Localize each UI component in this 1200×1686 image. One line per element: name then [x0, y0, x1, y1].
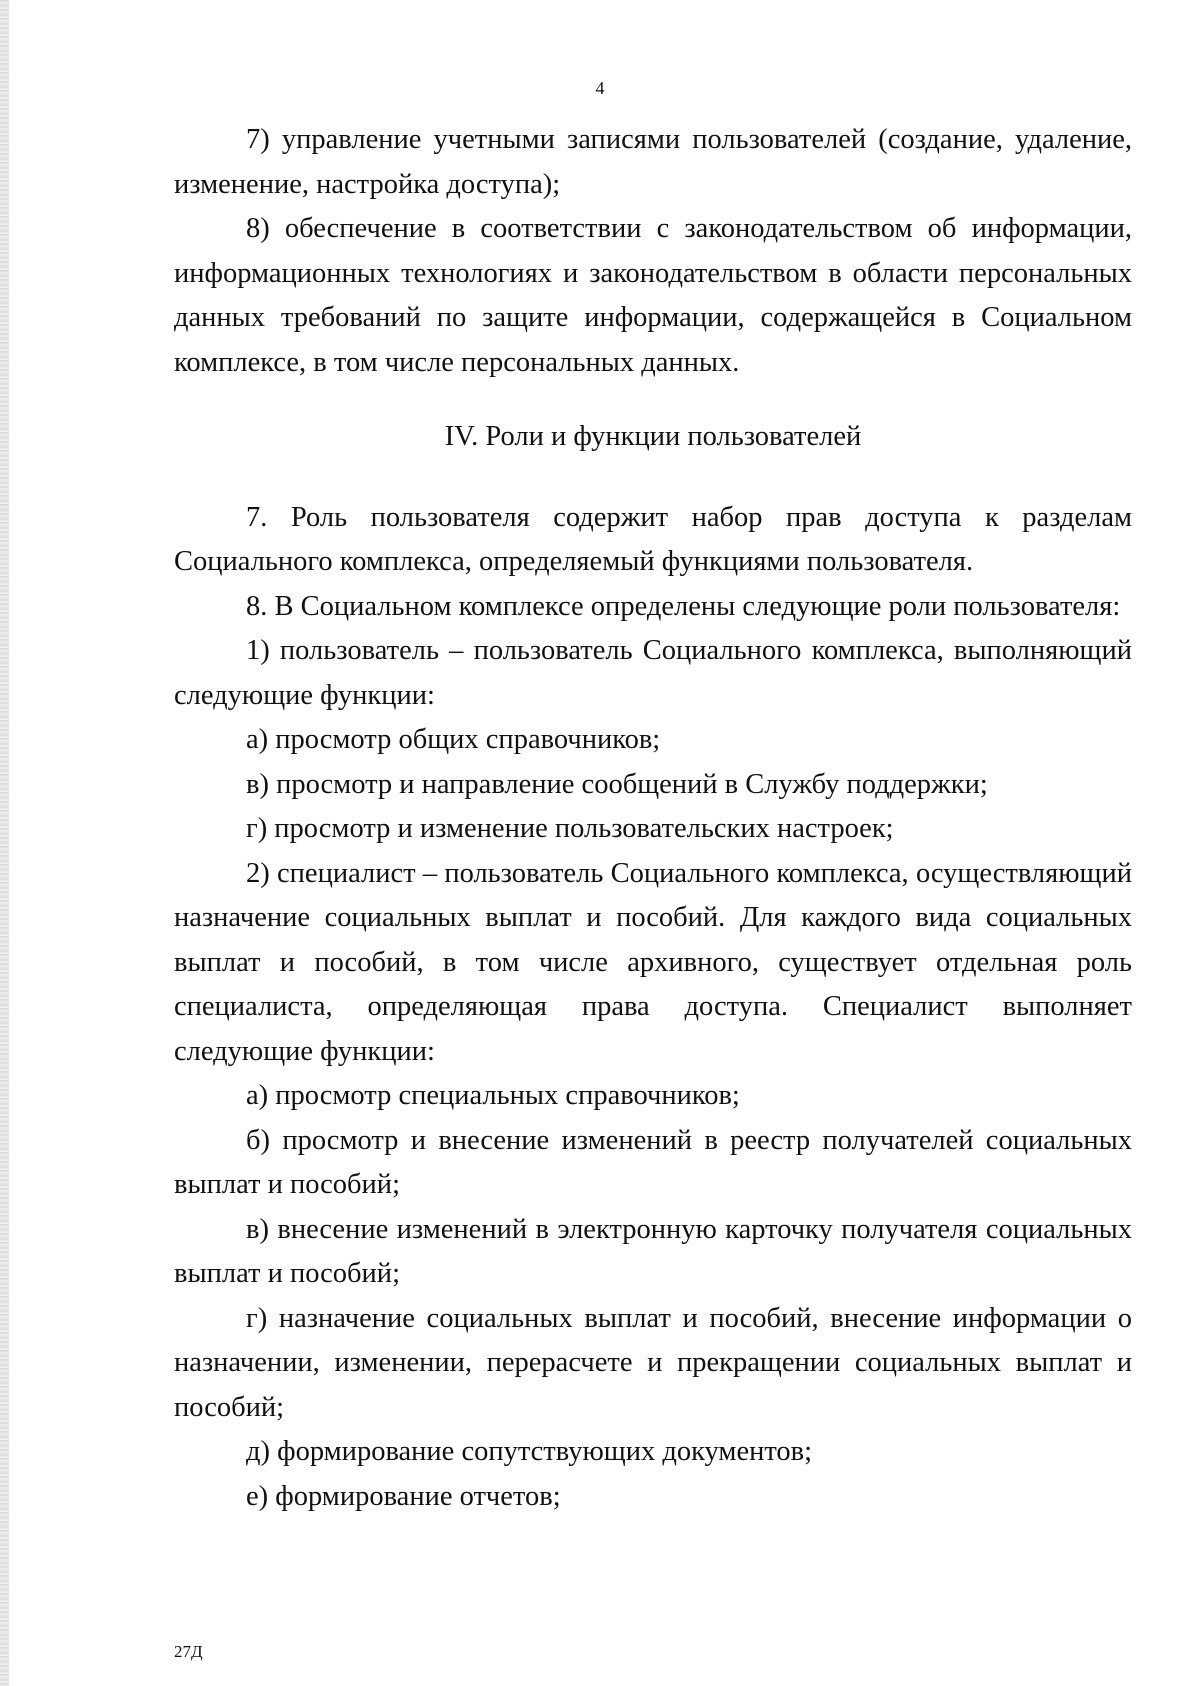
- page-number: 4: [595, 78, 605, 98]
- list-item-specialist-d: д) формирование сопутствующих документов;: [246, 1436, 813, 1467]
- list-item-specialist-b: б) просмотр и внесение изменений в реестр получателей социальных выплат и пособий;: [174, 1124, 1132, 1200]
- list-item-user-g: г) просмотр и изменение пользовательских настроек;: [246, 813, 894, 844]
- paragraph-role-user: 1) пользователь – пользователь Социального комплекса, выполняющий следующие функции:: [174, 635, 1132, 711]
- paragraph-item-8-security: 8) обеспечение в соответствии с законодательством об информации, информационных технологиях и законодательством в области персональных данных требований по защите информации, содержащейся в Социальном комплексе, в том числе персональных данных.: [174, 213, 1132, 378]
- list-item-specialist-a: а) просмотр специальных справочников;: [246, 1080, 740, 1111]
- section-heading: IV. Роли и функции пользователей: [444, 421, 862, 452]
- paragraph-role-specialist: 2) специалист – пользователь Социального комплекса, осуществляющий назначение социальных выплат и пособий. Для каждого вида социальных выплат и пособий, в том числе архивного, существует отдельная роль специалиста, определяющая права доступа. Специалист выполняет следующие функции:: [174, 857, 1132, 1067]
- footer-document-code: 27Д: [174, 1642, 203, 1661]
- paragraph-clause-7: 7. Роль пользователя содержит набор прав доступа к разделам Социального комплекса, определяемый функциями пользователя.: [174, 501, 1132, 577]
- document-body: [174, 118, 1132, 1519]
- list-item-specialist-g: г) назначение социальных выплат и пособий, внесение информации о назначении, изменении, перерасчете и прекращении социальных выплат и пособий;: [174, 1302, 1132, 1423]
- list-item-user-a: а) просмотр общих справочников;: [246, 724, 661, 755]
- scan-edge: [0, 0, 9, 1686]
- spacer: [174, 460, 1132, 496]
- spacer: [174, 385, 1132, 415]
- list-item-specialist-e: е) формирование отчетов;: [246, 1480, 561, 1512]
- paragraph-clause-8: 8. В Социальном комплексе определены следующие роли пользователя:: [246, 590, 1121, 622]
- list-item-specialist-v: в) внесение изменений в электронную карточку получателя социальных выплат и пособий;: [174, 1213, 1132, 1289]
- list-item-user-v: в) просмотр и направление сообщений в Службу поддержки;: [246, 768, 988, 800]
- paragraph-item-7-accounts: 7) управление учетными записями пользователей (создание, удаление, изменение, настройка доступа);: [174, 124, 1132, 200]
